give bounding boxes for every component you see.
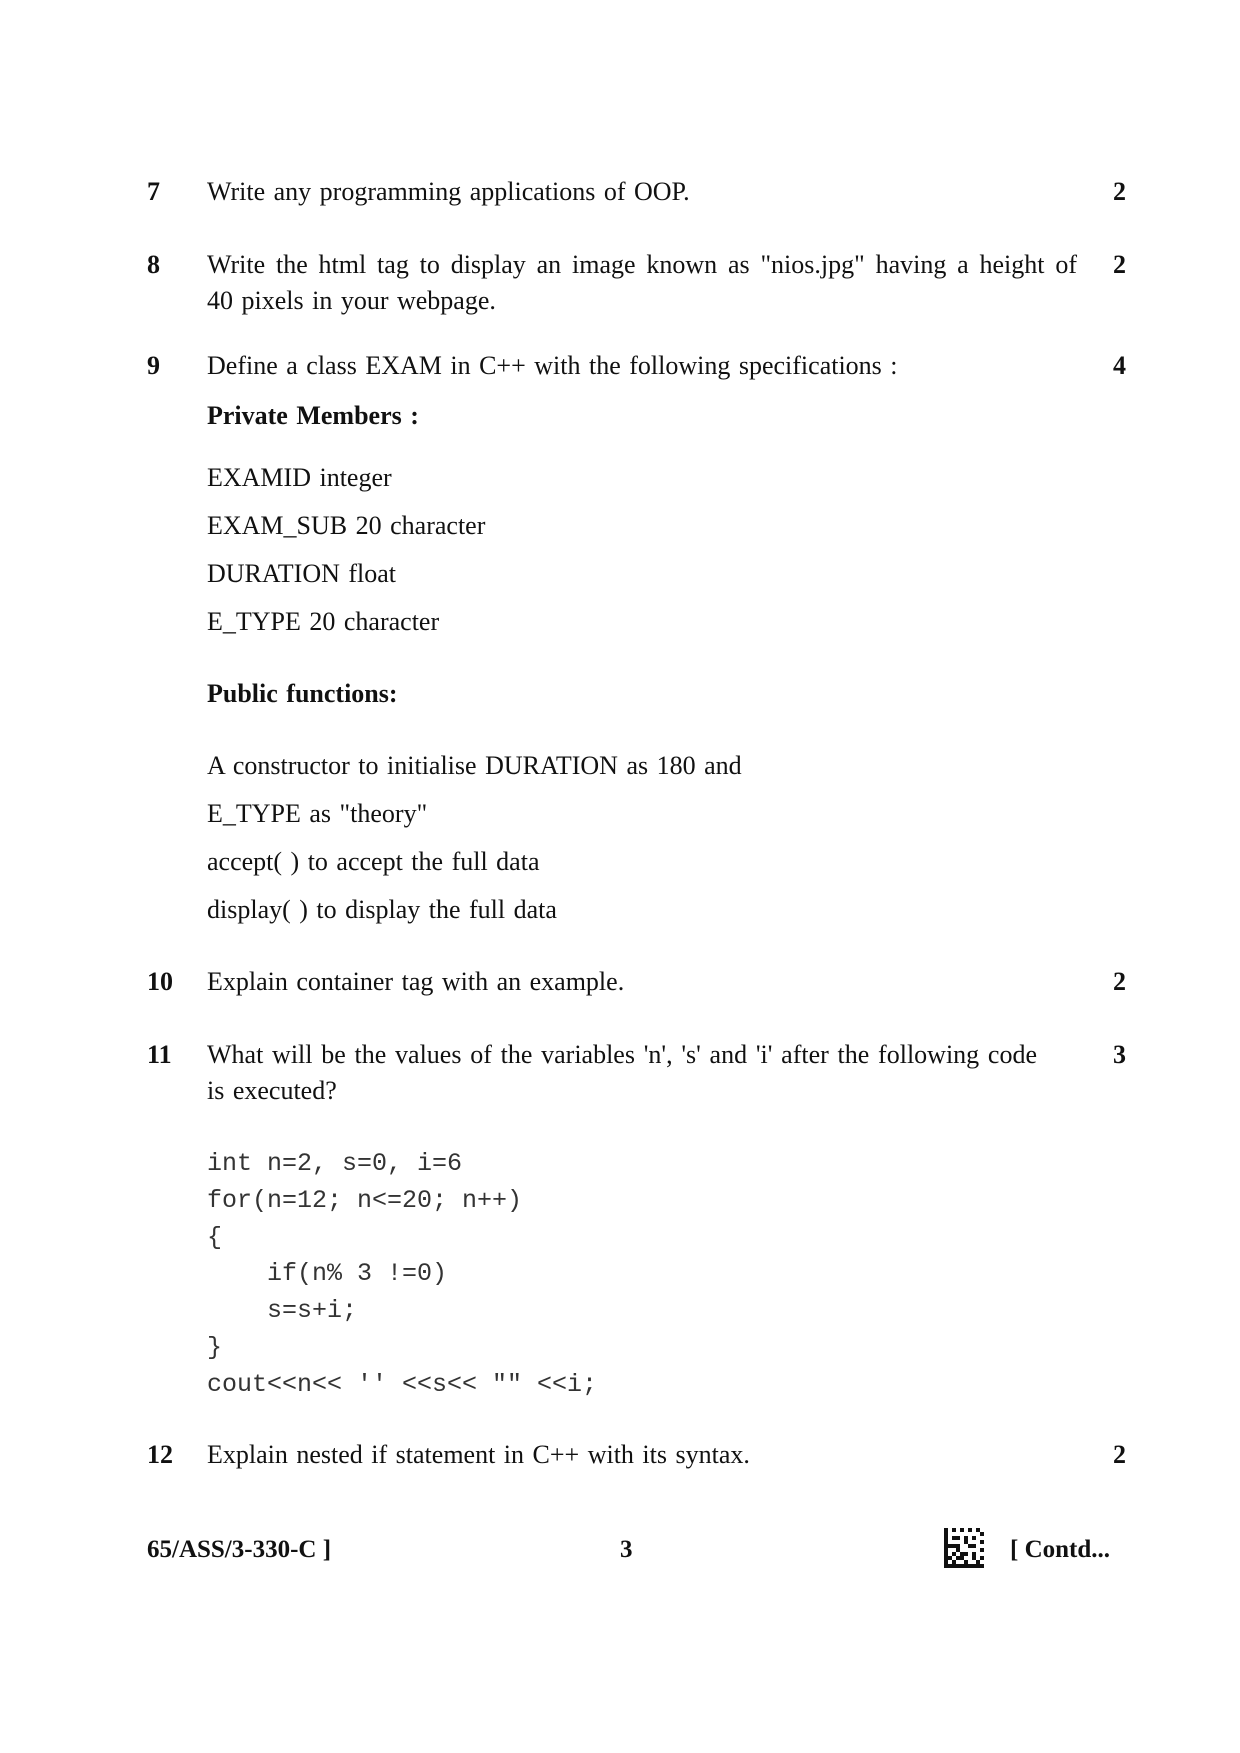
code-line: int n=2, s=0, i=6 [207, 1149, 463, 1178]
private-members-heading: Private Members : [207, 401, 419, 430]
question-7-text: Write any programming applications of OOP. [207, 177, 690, 206]
question-8-text: Write the html tag to display an image known as "nios.jpg" having a height of 40 pixels in your webpage. [207, 250, 1077, 315]
question-11-text: What will be the values of the variables 'n', 's' and 'i' after the following code is executed? [207, 1040, 1037, 1105]
question-12-marks: 2 [1113, 1440, 1126, 1469]
private-member-item: E_TYPE 20 character [207, 607, 440, 636]
question-8-number: 8 [147, 250, 160, 279]
code-line: } [207, 1333, 223, 1362]
public-function-item: A constructor to initialise DURATION as 180 and [207, 751, 742, 780]
private-member-item: EXAM_SUB 20 character [207, 511, 486, 540]
private-member-item: EXAMID integer [207, 463, 392, 492]
question-7-number: 7 [147, 177, 160, 206]
page-number: 3 [620, 1536, 633, 1563]
public-function-item: E_TYPE as "theory" [207, 799, 428, 828]
question-9-marks: 4 [1113, 351, 1126, 380]
private-member-item: DURATION float [207, 559, 397, 588]
question-9-number: 9 [147, 351, 160, 380]
question-10-number: 10 [147, 967, 173, 996]
question-8-marks: 2 [1113, 250, 1126, 279]
code-line: { [207, 1223, 223, 1252]
question-9-text: Define a class EXAM in C++ with the following specifications : [207, 351, 898, 380]
question-12-number: 12 [147, 1440, 173, 1469]
public-function-item: display( ) to display the full data [207, 895, 557, 924]
continued-label: [ Contd... [1010, 1536, 1111, 1563]
question-11-number: 11 [147, 1040, 172, 1069]
code-line: s=s+i; [207, 1296, 358, 1325]
question-10-marks: 2 [1113, 967, 1126, 996]
question-12-text: Explain nested if statement in C++ with its syntax. [207, 1440, 750, 1469]
public-function-item: accept( ) to accept the full data [207, 847, 540, 876]
question-7-marks: 2 [1113, 177, 1126, 206]
question-10-text: Explain container tag with an example. [207, 967, 625, 996]
question-11-marks: 3 [1113, 1040, 1126, 1069]
code-line: if(n% 3 !=0) [207, 1259, 448, 1288]
public-functions-heading: Public functions: [207, 679, 398, 708]
code-line: for(n=12; n<=20; n++) [207, 1186, 523, 1215]
paper-code: 65/ASS/3-330-C ] [147, 1536, 332, 1563]
qr-code-icon [944, 1528, 984, 1568]
code-line: cout<<n<< '' <<s<< "" <<i; [207, 1370, 598, 1399]
